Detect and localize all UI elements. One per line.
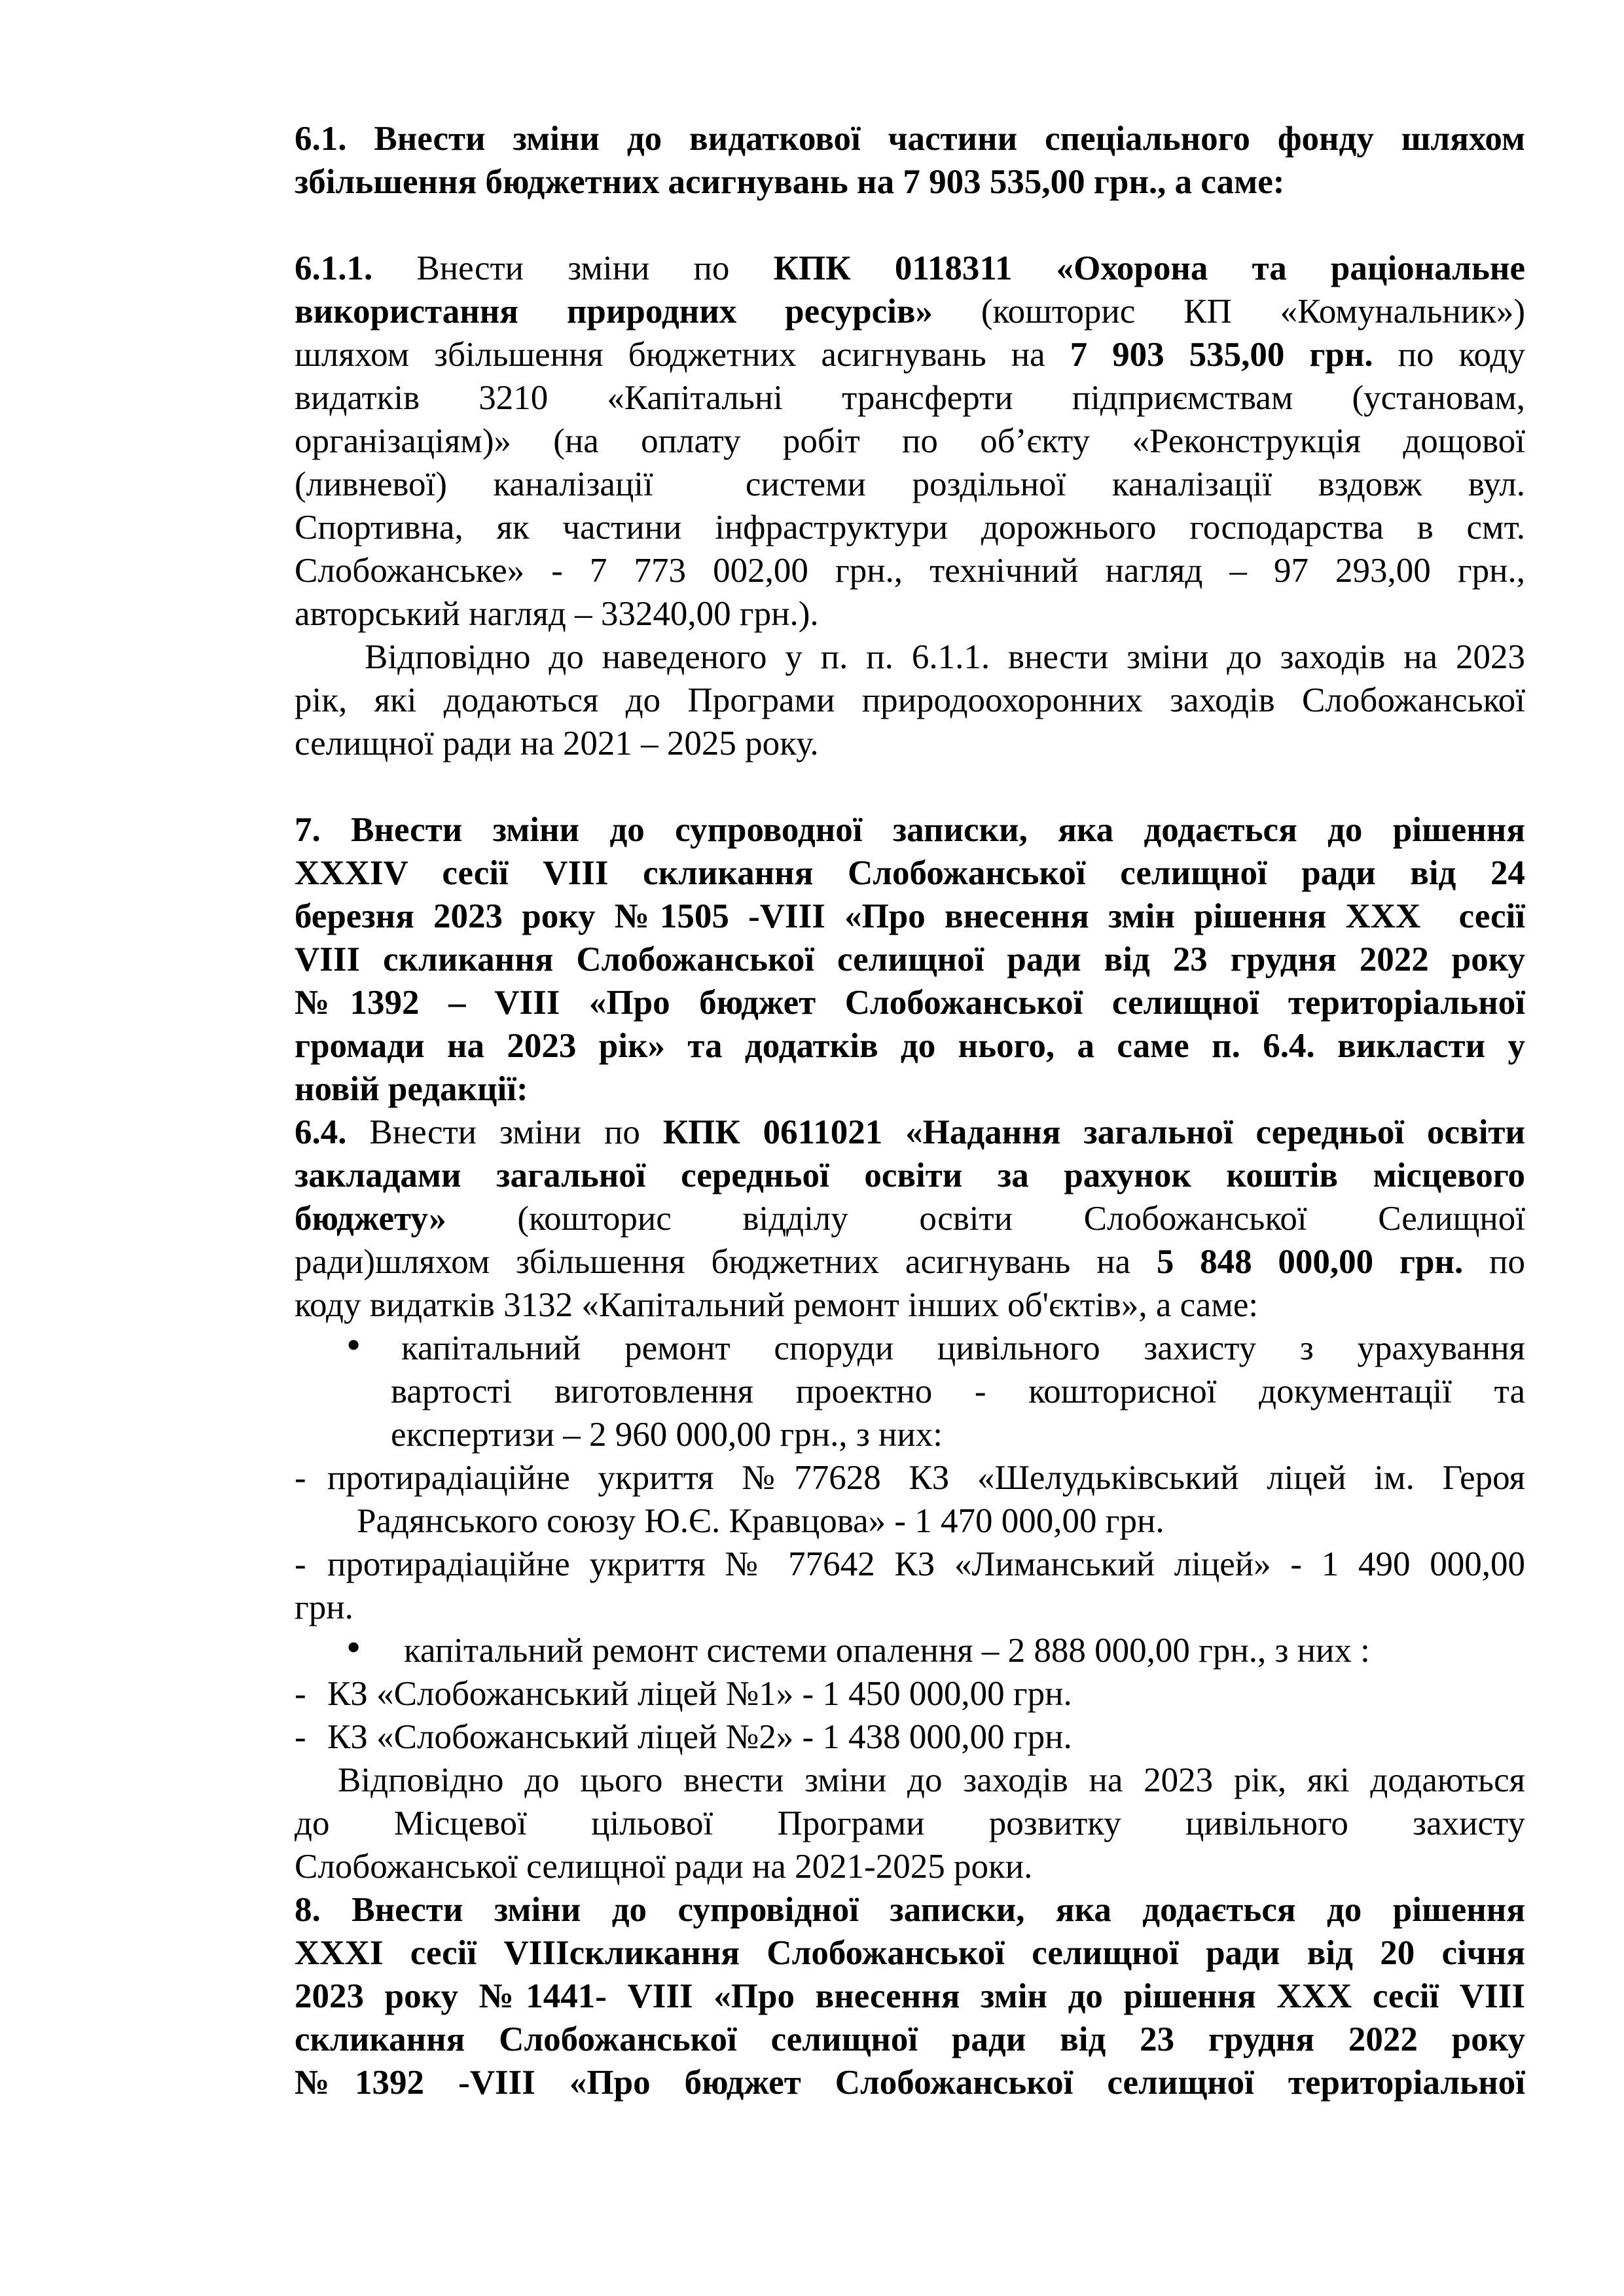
text-line — [295, 1499, 1525, 1543]
text-line — [295, 1624, 1525, 1672]
text-segment: грн. — [295, 1588, 353, 1626]
text-line — [295, 333, 1525, 376]
text-segment: КПК 0611021 «Надання загальної середньої освіти — [662, 1113, 1525, 1151]
text-line — [295, 160, 1525, 204]
text-segment: Слобожанської селищної ради на 2021-2025 роки. — [295, 1848, 1033, 1886]
dash-marker: - — [295, 1718, 306, 1756]
text-line — [295, 376, 1525, 420]
text-line — [295, 808, 1525, 852]
text-segment: 6.4. — [295, 1113, 347, 1151]
text-line — [295, 1802, 1525, 1845]
text-segment: №1392 -VIII «Про бюджет Слобожанської селищної територіальної — [295, 2064, 1525, 2102]
text-segment: 7. Внести зміни до супроводної записки, яка додається до рішення — [295, 811, 1525, 849]
text-segment: Слобожанське» - 7 773 002,00 грн., технічний нагляд – 97 293,00 грн., — [295, 552, 1525, 590]
text-line — [295, 938, 1525, 981]
text-line — [295, 1931, 1525, 1975]
document-text — [295, 117, 1525, 2104]
text-segment: Внести зміни по — [372, 249, 774, 287]
text-segment: №1392 – VIII «Про бюджет Слобожанської селищної територіальної — [295, 984, 1525, 1022]
text-line — [295, 1715, 1525, 1759]
text-segment: коду видатків 3132 «Капітальний ремонт інших об'єктів», а саме: — [295, 1286, 1259, 1324]
text-segment: Внести зміни по — [346, 1113, 663, 1151]
dash-marker: - — [295, 1545, 306, 1583]
text-segment: до Місцевої цільової Програми розвитку цивільного захисту — [295, 1804, 1525, 1842]
text-line — [295, 1067, 1525, 1111]
text-line — [295, 1586, 1525, 1629]
text-segment: авторський нагляд – 33240,00 грн.). — [295, 595, 819, 633]
text-segment: протирадіаційне укриття №77628 КЗ «Шелудьківський ліцей ім. Героя — [327, 1459, 1525, 1497]
text-line — [295, 722, 1525, 765]
text-line — [295, 1975, 1525, 2018]
text-line — [295, 549, 1525, 592]
text-line — [295, 1154, 1525, 1197]
text-line — [295, 895, 1525, 938]
text-line — [295, 2061, 1525, 2104]
blank-line — [295, 204, 1525, 247]
blank-line — [295, 765, 1525, 808]
dash-marker: - — [295, 1675, 306, 1713]
text-line — [295, 463, 1525, 506]
text-segment: ради)шляхом збільшення бюджетних асигнувань на — [295, 1243, 1157, 1281]
text-segment: закладами загальної середньої освіти за рахунок коштів місцевого — [295, 1157, 1525, 1194]
text-segment: Спортивна, як частини інфраструктури дорожнього господарства в смт. — [295, 509, 1525, 547]
text-line — [295, 1543, 1525, 1586]
text-segment: протирадіаційне укриття № 77642 КЗ «Лиманський ліцей» - 1 490 000,00 — [327, 1545, 1525, 1583]
text-segment: використання природних ресурсів» — [295, 293, 933, 331]
text-segment: 6.1.1. — [295, 249, 373, 287]
text-line — [295, 247, 1525, 290]
text-segment: громади на 2023 рік» та додатків до нього, а саме п. 6.4. викласти у — [295, 1027, 1525, 1065]
text-segment: експертизи – 2 960 000,00 грн., з них: — [391, 1416, 943, 1454]
text-line — [295, 1240, 1525, 1283]
text-line — [295, 1888, 1525, 1931]
text-line — [295, 1024, 1525, 1067]
text-segment: Відповідно до цього внести зміни до заходів на 2023 рік, які додаються — [338, 1761, 1525, 1799]
text-segment: капітальний ремонт споруди цивільного захисту з урахування — [401, 1329, 1525, 1367]
bullet-marker: • — [346, 1321, 361, 1368]
text-segment: організаціям)» (на оплату робіт по об’єкту «Реконструкція дощової — [295, 422, 1525, 460]
text-segment: капітальний ремонт системи опалення – 2 888 000,00 грн., з них : — [404, 1632, 1370, 1670]
text-segment: видатків 3210 «Капітальні трансферти підприємствам (установам, — [295, 379, 1525, 417]
text-line — [295, 1370, 1525, 1413]
text-segment: 8. Внести зміни до супровідної записки, яка додається до рішення — [295, 1891, 1525, 1929]
text-segment: 2023 року №1441- VIII «Про внесення змін до рішення XXX сесії VIII — [295, 1977, 1525, 2015]
text-line — [295, 1759, 1525, 1802]
text-segment: VIII скликання Слобожанської селищної ради від 23 грудня 2022 року — [295, 941, 1525, 978]
text-segment: шляхом збільшення бюджетних асигнувань на — [295, 336, 1070, 374]
text-segment: КЗ «Слобожанський ліцей №1» - 1 450 000,00 грн. — [327, 1675, 1072, 1713]
text-segment: КЗ «Слобожанський ліцей №2» - 1 438 000,00 грн. — [327, 1718, 1072, 1756]
text-line — [295, 420, 1525, 463]
text-line — [295, 679, 1525, 722]
text-line — [295, 1456, 1525, 1499]
text-line — [295, 1845, 1525, 1888]
text-segment: березня 2023 року №1505 -VIII «Про внесення змін рішення XXX сесії — [295, 897, 1525, 935]
text-line — [295, 981, 1525, 1024]
text-line — [295, 1672, 1525, 1715]
text-line — [295, 852, 1525, 895]
text-segment: збільшення бюджетних асигнувань на 7 903 535,00 грн., а саме: — [295, 163, 1285, 201]
text-segment: рік, які додаються до Програми природоохоронних заходів Слобожанської — [295, 681, 1525, 719]
text-segment: новій редакції: — [295, 1070, 528, 1108]
text-line — [295, 1111, 1525, 1154]
text-line — [295, 290, 1525, 333]
text-segment: селищної ради на 2021 – 2025 року. — [295, 725, 819, 762]
text-segment: Радянського союзу Ю.Є. Кравцова» - 1 470 000,00 грн. — [357, 1502, 1164, 1540]
text-segment: Відповідно до наведеного у п. п. 6.1.1. внести зміни до заходів на 2023 — [365, 638, 1525, 676]
text-line — [295, 2018, 1525, 2061]
text-segment: XXXIV сесії VIII скликання Слобожанської селищної ради від 24 — [295, 854, 1525, 892]
text-segment: КПК 0118311 «Охорона та раціональне — [773, 249, 1525, 287]
text-line — [295, 636, 1525, 679]
bullet-marker: • — [346, 1624, 361, 1670]
text-line — [295, 117, 1525, 160]
dash-marker: - — [295, 1459, 306, 1497]
text-segment: XXXI сесії VIIIскликання Слобожанської селищної ради від 20 січня — [295, 1934, 1525, 1972]
text-segment: (ливневої) каналізації системи роздільної каналізації вздовж вул. — [295, 465, 1525, 503]
text-line — [295, 1197, 1525, 1240]
text-line — [295, 592, 1525, 636]
text-segment: 6.1. Внести зміни до видаткової частини спеціального фонду шляхом — [295, 120, 1525, 158]
text-line — [295, 1283, 1525, 1327]
text-line — [295, 1321, 1525, 1370]
text-segment: (кошторис КП «Комунальник») — [932, 293, 1525, 331]
text-segment: по коду — [1373, 336, 1525, 374]
text-segment: по — [1463, 1243, 1525, 1281]
text-segment: скликання Слобожанської селищної ради від 23 грудня 2022 року — [295, 2020, 1525, 2058]
text-line — [295, 506, 1525, 549]
text-segment: (кошторис відділу освіти Слобожанської Селищної — [446, 1200, 1525, 1238]
text-line — [295, 1413, 1525, 1456]
text-segment: 5 848 000,00 грн. — [1156, 1243, 1464, 1281]
text-segment: 7 903 535,00 грн. — [1070, 336, 1373, 374]
text-segment: бюджету» — [295, 1200, 446, 1238]
text-segment: вартості виготовлення проектно - кошторисної документації та — [391, 1372, 1525, 1410]
